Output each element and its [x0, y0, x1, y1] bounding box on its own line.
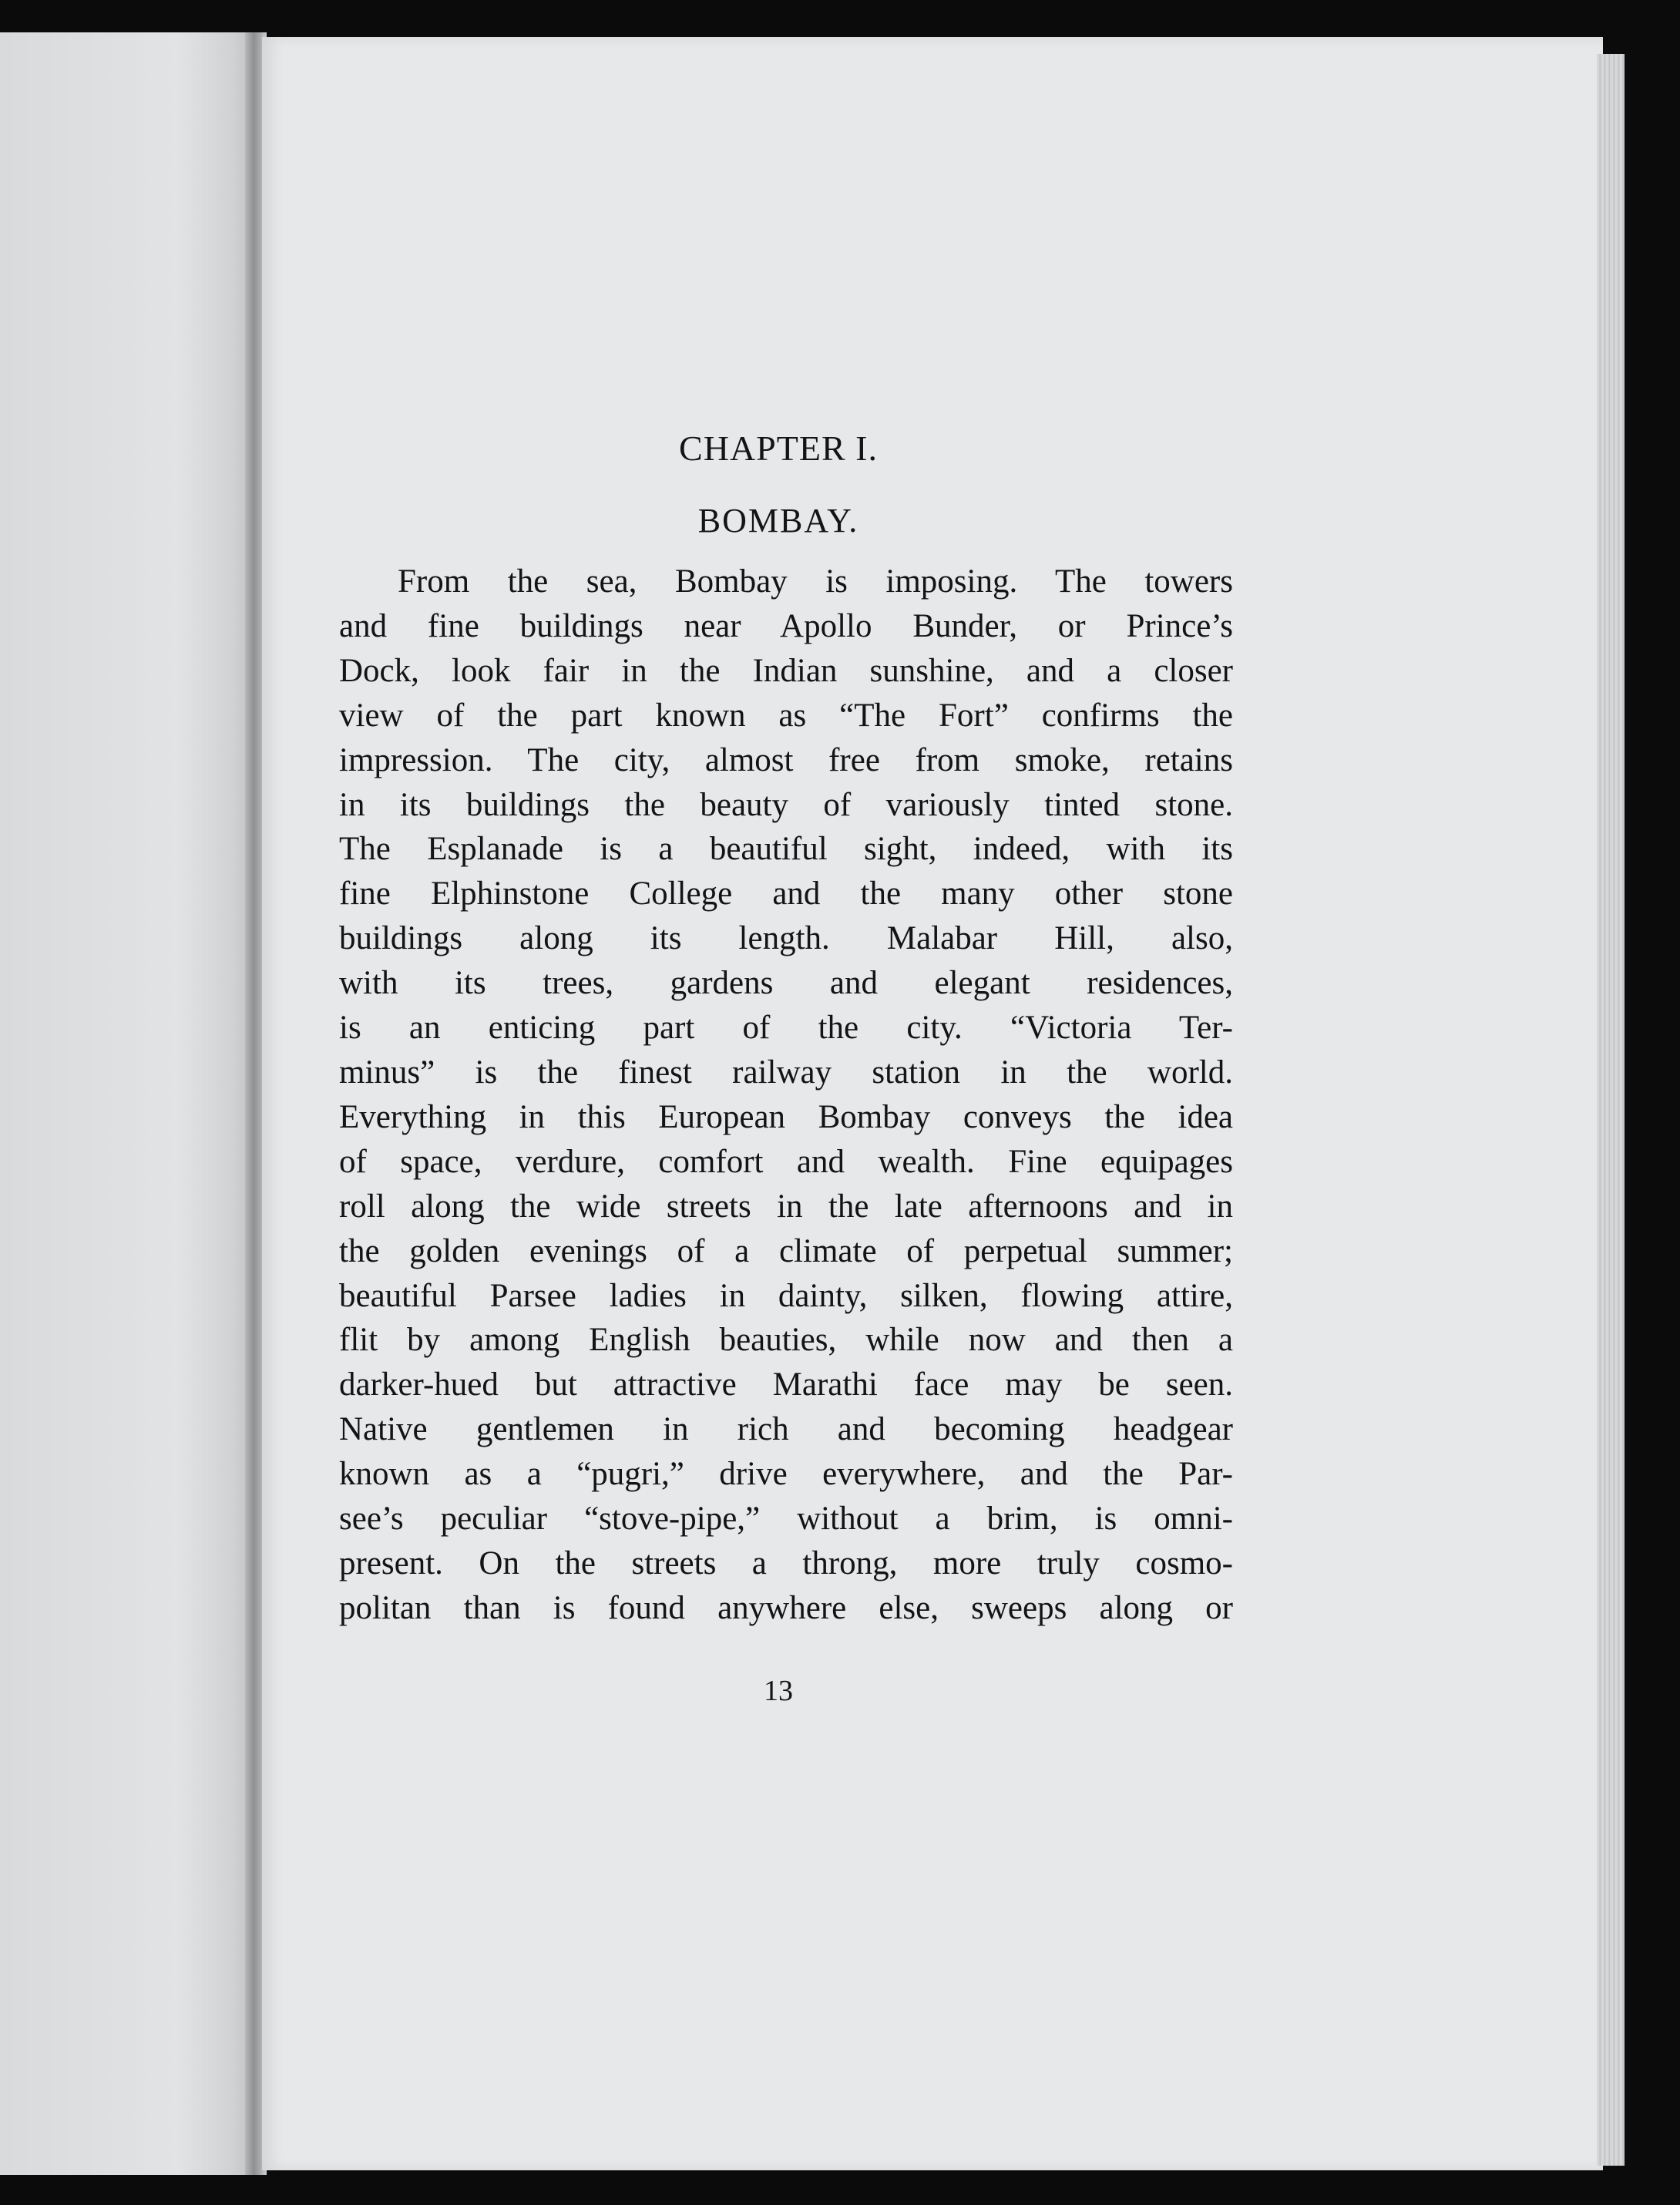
text-line: view of the part known as “The Fort” confirms the — [339, 697, 1233, 734]
text-line: of space, verdure, comfort and wealth. Fine equipages — [339, 1143, 1233, 1180]
text-line: beautiful Parsee ladies in dainty, silken, flowing attire, — [339, 1277, 1233, 1314]
text-line: impression. The city, almost free from smoke, retains — [339, 741, 1233, 778]
page-edge-stack — [1597, 54, 1628, 2166]
text-line: Everything in this European Bombay conveys the idea — [339, 1098, 1233, 1135]
text-line: minus” is the finest railway station in the world. — [339, 1054, 1233, 1091]
text-line: Dock, look fair in the Indian sunshine, and a closer — [339, 652, 1233, 689]
text-line: flit by among English beauties, while now and then a — [339, 1322, 1233, 1359]
text-line: politan than is found anywhere else, sweeps along or — [339, 1589, 1233, 1626]
body-paragraph — [339, 560, 1233, 1631]
text-line: see’s peculiar “stove-pipe,” without a brim, is omni- — [339, 1501, 1233, 1538]
text-line: is an enticing part of the city. “Victoria Ter- — [339, 1010, 1233, 1047]
book-binding-edge — [1625, 0, 1680, 2205]
left-facing-page — [0, 32, 254, 2175]
page-number: 13 — [764, 1675, 793, 1707]
text-line: buildings along its length. Malabar Hill, also, — [339, 920, 1233, 957]
text-line: known as a “pugri,” drive everywhere, and the Par- — [339, 1456, 1233, 1493]
text-line: From the sea, Bombay is imposing. The towers — [398, 563, 1233, 600]
text-line: roll along the wide streets in the late afternoons and in — [339, 1188, 1233, 1225]
text-line: the golden evenings of a climate of perpetual summer; — [339, 1232, 1233, 1269]
text-line: Native gentlemen in rich and becoming headgear — [339, 1411, 1233, 1448]
text-line: darker-hued but attractive Marathi face may be seen. — [339, 1366, 1233, 1403]
text-line: fine Elphinstone College and the many other stone — [339, 876, 1233, 913]
chapter-title: CHAPTER I. — [679, 429, 878, 468]
text-line: in its buildings the beauty of variously tinted stone. — [339, 786, 1233, 823]
text-line: with its trees, gardens and elegant residences, — [339, 965, 1233, 1002]
text-line: and fine buildings near Apollo Bunder, or Prince’s — [339, 607, 1233, 644]
chapter-subtitle: BOMBAY. — [697, 502, 859, 539]
text-line: present. On the streets a throng, more truly cosmo- — [339, 1545, 1233, 1581]
text-line: The Esplanade is a beautiful sight, indeed, with its — [339, 831, 1233, 868]
